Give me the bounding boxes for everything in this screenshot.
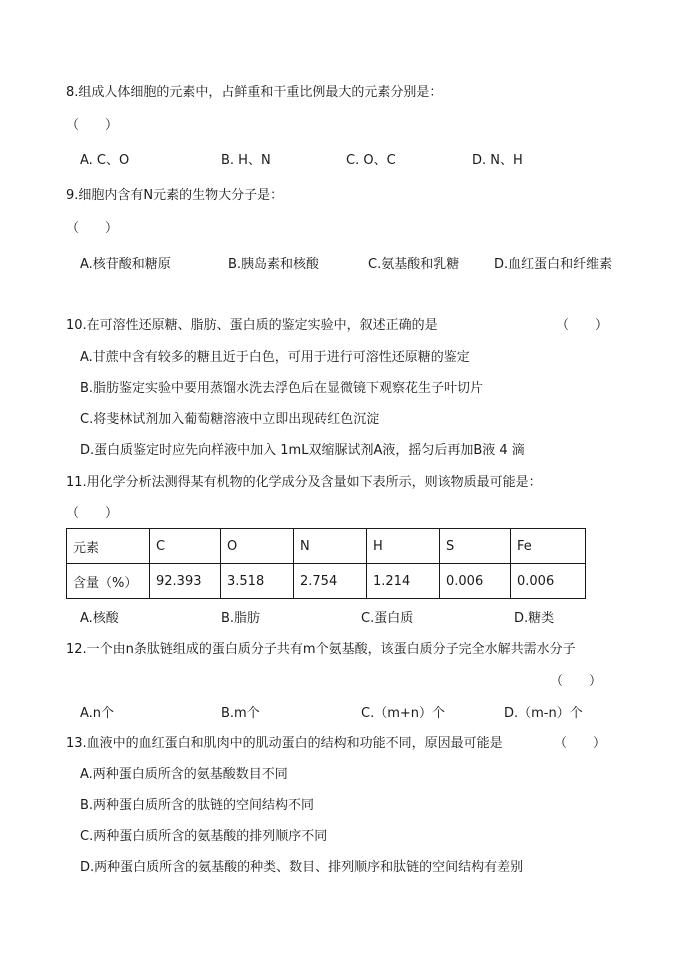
q8-option-a: A. C、O [80,153,130,168]
table-cell: 0.006 [440,564,511,599]
composition-table [66,528,586,599]
table-header-row [67,529,586,564]
q10-stem: 10.在可溶性还原糖、脂肪、蛋白质的鉴定实验中，叙述正确的是 [66,318,438,333]
q13-option-a: A.两种蛋白质所含的氨基酸数目不同 [80,767,288,782]
table-cell: 元素 [67,529,150,564]
q12-stem: 12.一个由n条肽链组成的蛋白质分子共有m个氨基酸，该蛋白质分子完全水解共需水分子 [66,642,576,657]
q12-paren: （ ） [550,674,603,689]
q10-option-a: A.甘蔗中含有较多的糖且近于白色，可用于进行可溶性还原糖的鉴定 [80,350,470,365]
q9-option-d: D.血红蛋白和纤维素 [494,257,613,272]
table-cell: 0.006 [511,564,586,599]
q10-option-b: B.脂肪鉴定实验中要用蒸馏水洗去浮色后在显微镜下观察花生子叶切片 [80,381,484,396]
q11-option-b: B.脂肪 [221,611,261,626]
q13-option-c: C.两种蛋白质所含的氨基酸的排列顺序不同 [80,829,328,844]
q10-option-c: C.将斐林试剂加入葡萄糖溶液中立即出现砖红色沉淀 [80,412,380,427]
q8-option-d: D. N、H [472,153,523,168]
q10-paren: （ ） [556,318,609,333]
q13-paren: （ ） [554,736,607,751]
q9-paren: （ ） [66,221,119,236]
q11-paren: （ ） [66,506,119,521]
q12-option-b: B.m个 [221,706,260,721]
q8-option-c: C. O、C [346,153,396,168]
table-cell: C [150,529,221,564]
table-cell: S [440,529,511,564]
q8-option-b: B. H、N [221,153,271,168]
table-cell: 2.754 [294,564,367,599]
q11-option-a: A.核酸 [80,611,119,626]
q11-option-c: C.蛋白质 [361,611,414,626]
q11-stem: 11.用化学分析法测得某有机物的化学成分及含量如下表所示，则该物质最可能是： [66,475,542,490]
q12-option-c: C.（m+n）个 [361,706,446,721]
table-cell: 1.214 [367,564,440,599]
table-cell: N [294,529,367,564]
q13-option-d: D.两种蛋白质所含的氨基酸的种类、数目、排列顺序和肽链的空间结构有差别 [80,860,524,875]
table-row [67,564,586,599]
table-cell: 含量（%） [67,564,150,599]
q8-stem: 8.组成人体细胞的元素中，占鲜重和干重比例最大的元素分别是： [66,85,443,100]
q9-option-a: A.核苷酸和糖原 [80,257,171,272]
table-cell: Fe [511,529,586,564]
q11-option-d: D.糖类 [514,611,555,626]
q9-option-c: C.氨基酸和乳糖 [368,257,460,272]
q12-option-d: D.（m-n）个 [504,706,583,721]
q13-option-b: B.两种蛋白质所含的肽链的空间结构不同 [80,798,315,813]
q13-stem: 13.血液中的血红蛋白和肌肉中的肌动蛋白的结构和功能不同，原因最可能是 [66,736,503,751]
q10-option-d: D.蛋白质鉴定时应先向样液中加入 1mL双缩脲试剂A液，摇匀后再加B液 4 滴 [80,443,525,458]
table-cell: 3.518 [221,564,294,599]
q9-option-b: B.胰岛素和核酸 [228,257,320,272]
table-cell: H [367,529,440,564]
q9-stem: 9.细胞内含有N元素的生物大分子是： [66,188,284,203]
q12-option-a: A.n个 [80,706,115,721]
table-cell: 92.393 [150,564,221,599]
q8-paren: （ ） [66,118,119,133]
table-cell: O [221,529,294,564]
